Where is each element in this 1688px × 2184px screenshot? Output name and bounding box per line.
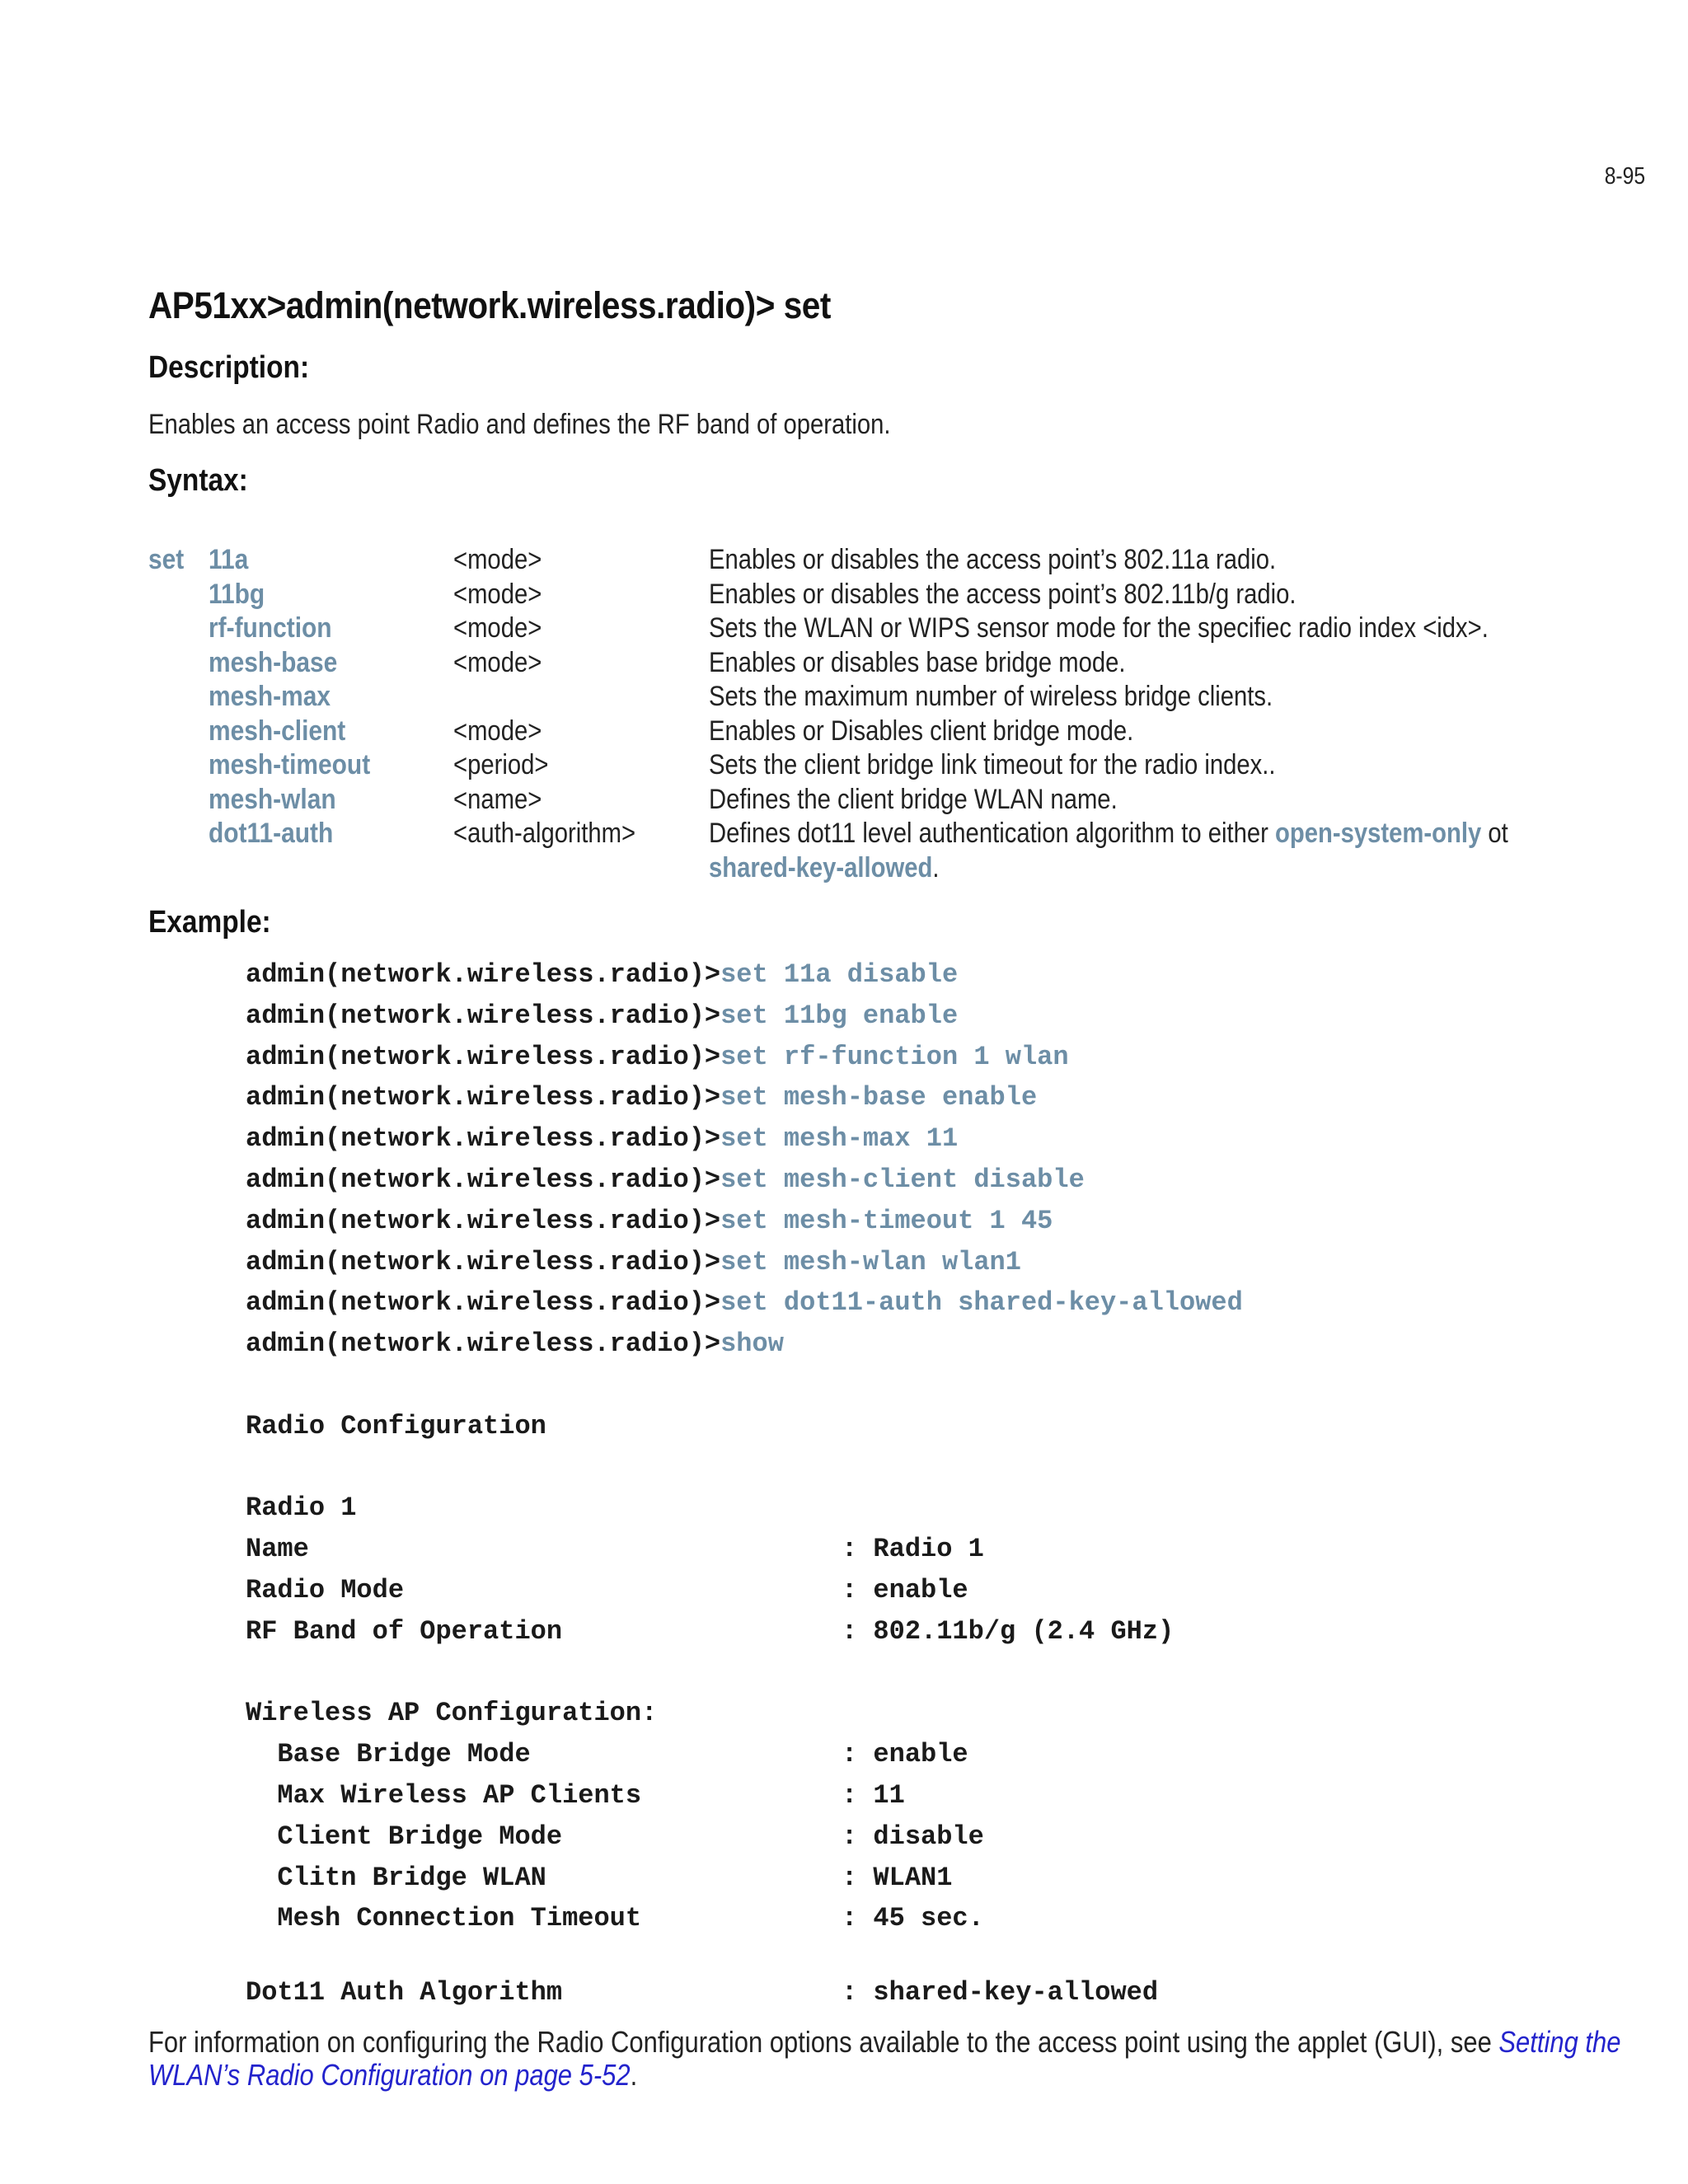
prompt: admin(network.wireless.radio)> [246,1082,721,1113]
code-line [246,1242,1243,1283]
prompt: admin(network.wireless.radio)> [246,959,721,990]
command: set mesh-max 11 [720,1123,959,1155]
syntax-desc [709,818,1508,850]
output-field-value: : WLAN1 [842,1862,953,1893]
syntax-param: mesh-max [209,681,331,712]
prompt: admin(network.wireless.radio)> [246,1164,721,1195]
syntax-arg: <mode> [453,578,542,610]
syntax-desc-highlight: open-system-only [1275,818,1482,849]
syntax-desc: Sets the client bridge link timeout for the radio index.. [709,749,1276,780]
syntax-desc: Sets the maximum number of wireless bridge clients. [709,681,1273,712]
command: set mesh-timeout 1 45 [720,1205,1053,1236]
code-line [246,1201,1243,1242]
syntax-arg: <mode> [453,715,542,747]
output-field-label: Mesh Connection Timeout [246,1903,642,1934]
command: set 11bg enable [720,1000,959,1031]
prompt: admin(network.wireless.radio)> [246,1329,721,1360]
output-field-label: Name [246,1534,309,1565]
syntax-arg: <period> [453,749,549,780]
syntax-row-11bg [148,579,1566,613]
code-blank-line [246,1939,1243,1972]
output-field [246,1858,1243,1899]
output-field-value: : shared-key-allowed [842,1977,1159,2008]
page-number: 8-95 [1604,163,1645,190]
command: set dot11-auth shared-key-allowed [720,1287,1243,1319]
output-field-label: Radio Mode [246,1574,405,1605]
cross-reference-link[interactable]: Setting the WLAN’s Radio Configuration on page 5-52 [148,2025,1621,2092]
syntax-arg: <name> [453,783,542,815]
syntax-desc: Defines the client bridge WLAN name. [709,783,1118,815]
syntax-row-mesh-wlan [148,784,1566,818]
syntax-row-dot11-auth [148,818,1566,852]
syntax-param: rf-function [209,612,332,644]
syntax-row-mesh-timeout [148,749,1566,784]
output-title: Radio Configuration [246,1410,546,1441]
syntax-row-rf-function [148,612,1566,647]
prompt: admin(network.wireless.radio)> [246,1041,721,1072]
prompt: admin(network.wireless.radio)> [246,1246,721,1277]
code-line [246,1324,1243,1365]
command: set mesh-base enable [720,1082,1038,1113]
syntax-desc-text: . [932,851,940,883]
output-field [246,1816,1243,1858]
code-blank-line [246,1365,1243,1406]
syntax-label: Syntax: [148,463,248,498]
syntax-arg: <mode> [453,646,542,678]
syntax-row-mesh-client [148,715,1566,750]
code-line [246,1160,1243,1201]
syntax-desc-highlight: shared-key-allowed [709,851,933,883]
syntax-param: mesh-timeout [209,749,371,780]
description-label: Description: [148,350,310,385]
prompt: admin(network.wireless.radio)> [246,1205,721,1236]
syntax-desc [709,852,940,884]
footer-text: For information on configuring the Radio Configuration options available to the access point using the applet (GUI), see [148,2025,1499,2059]
output-field-label: Max Wireless AP Clients [246,1779,642,1811]
syntax-desc: Enables or Disables client bridge mode. [709,715,1134,747]
syntax-arg: <mode> [453,612,542,644]
output-field [246,1570,1243,1611]
output-field-value: : enable [842,1574,968,1605]
code-line [246,1118,1243,1160]
syntax-arg: <mode> [453,544,542,575]
command: set mesh-wlan wlan1 [720,1246,1021,1277]
command: set rf-function 1 wlan [720,1041,1069,1072]
syntax-param: mesh-base [209,646,338,678]
syntax-row-mesh-base [148,647,1566,682]
output-ap-config-title: Wireless AP Configuration: [246,1698,658,1729]
code-line [246,1282,1243,1324]
syntax-row-11a [148,544,1566,579]
syntax-row-dot11-auth-cont [148,852,1566,887]
command: set mesh-client disable [720,1164,1085,1195]
footer-text-end: . [630,2058,638,2092]
output-field-value: : 45 sec. [842,1903,984,1934]
command-heading: AP51xx>admin(network.wireless.radio)> set [148,284,831,326]
output-field [246,1529,1243,1570]
command: set 11a disable [720,959,959,990]
output-radio: Radio 1 [246,1493,357,1524]
output-field-label: Base Bridge Mode [246,1739,531,1770]
example-label: Example: [148,905,271,940]
output-field-value: : 11 [842,1779,905,1811]
syntax-desc: Enables or disables base bridge mode. [709,646,1126,678]
syntax-keyword: set [148,544,185,575]
syntax-arg: <auth-algorithm> [453,818,636,849]
syntax-desc: Enables or disables the access point’s 802.11a radio. [709,544,1277,575]
code-blank-line [246,1652,1243,1694]
code-line [246,1077,1243,1118]
syntax-param: mesh-wlan [209,783,336,815]
example-code-block [246,954,1243,2013]
syntax-table [148,544,1566,886]
output-field-label: Dot11 Auth Algorithm [246,1977,563,2008]
command: show [720,1329,784,1360]
output-field-value: : 802.11b/g (2.4 GHz) [842,1615,1175,1647]
output-field [246,1972,1243,2013]
syntax-param: mesh-client [209,715,346,747]
code-line [246,954,1243,996]
description-text: Enables an access point Radio and defines the RF band of operation. [148,409,891,440]
output-field-value: : disable [842,1821,984,1852]
syntax-desc-text: ot [1481,818,1508,849]
syntax-row-mesh-max [148,681,1566,715]
syntax-desc-text: Defines dot11 level authentication algorithm to either [709,818,1276,849]
code-blank-line [246,1447,1243,1488]
prompt: admin(network.wireless.radio)> [246,1287,721,1319]
code-line [246,996,1243,1037]
output-field-value: : Radio 1 [842,1534,984,1565]
footer-note [148,2026,1680,2092]
output-field-label: Client Bridge Mode [246,1821,563,1852]
output-field [246,1898,1243,1939]
output-field [246,1775,1243,1816]
code-line [246,1037,1243,1078]
output-field-value: : enable [842,1739,968,1770]
syntax-param: dot11-auth [209,818,334,849]
output-field [246,1611,1243,1652]
syntax-desc: Enables or disables the access point’s 802.11b/g radio. [709,578,1296,610]
output-field-label: RF Band of Operation [246,1615,563,1647]
syntax-param: 11a [209,544,249,575]
syntax-desc: Sets the WLAN or WIPS sensor mode for the specifiec radio index <idx>. [709,612,1489,644]
syntax-param: 11bg [209,578,265,610]
output-field [246,1734,1243,1775]
prompt: admin(network.wireless.radio)> [246,1000,721,1031]
prompt: admin(network.wireless.radio)> [246,1123,721,1155]
output-field-label: Clitn Bridge WLAN [246,1862,546,1893]
